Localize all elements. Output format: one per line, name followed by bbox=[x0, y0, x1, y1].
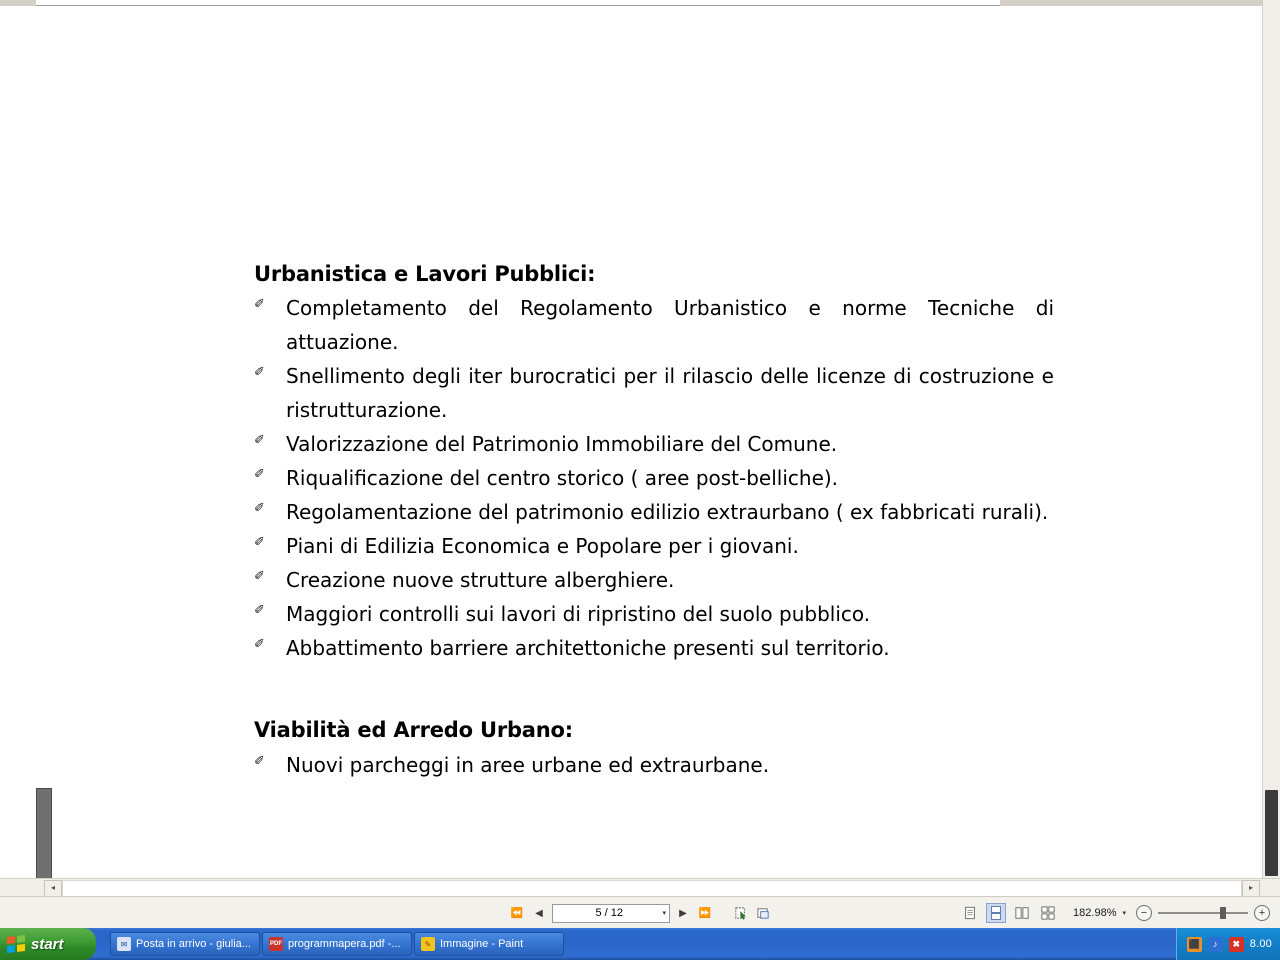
list-item bbox=[254, 529, 1054, 563]
list-item-text: Riqualificazione del centro storico ( aree post-belliche). bbox=[286, 466, 839, 491]
snapshot-tool-icon[interactable] bbox=[754, 904, 772, 922]
select-tool-icon[interactable] bbox=[732, 904, 750, 922]
taskbar-clock[interactable]: 8.00 bbox=[1249, 938, 1272, 950]
system-tray bbox=[1176, 928, 1280, 960]
section-spacer bbox=[254, 665, 1054, 717]
pen-bullet-icon: ✐ bbox=[254, 569, 265, 585]
list-item-text: Creazione nuove strutture alberghiere. bbox=[286, 568, 675, 593]
list-item bbox=[254, 359, 1054, 427]
list-item bbox=[254, 461, 1054, 495]
left-scroll-marker[interactable] bbox=[36, 788, 52, 882]
taskbar-item-paint[interactable] bbox=[414, 932, 564, 956]
pen-bullet-icon: ✐ bbox=[254, 535, 265, 551]
last-page-icon[interactable]: ⏩ bbox=[698, 907, 712, 919]
taskbar-item-pdf[interactable] bbox=[262, 932, 412, 956]
list-item bbox=[254, 597, 1054, 631]
list-item bbox=[254, 563, 1054, 597]
taskbar-item-label: Immagine - Paint bbox=[440, 938, 524, 950]
continuous-facing-view-icon[interactable] bbox=[1038, 903, 1058, 923]
taskbar-item-label: programmapera.pdf -... bbox=[288, 938, 401, 950]
list-item-text: Piani di Edilizia Economica e Popolare per i giovani. bbox=[286, 534, 799, 559]
continuous-page-view-icon[interactable] bbox=[986, 903, 1006, 923]
windows-taskbar bbox=[0, 928, 1280, 960]
document-section bbox=[254, 717, 1054, 781]
volume-icon[interactable]: ♪ bbox=[1208, 937, 1223, 952]
paint-icon: ✎ bbox=[421, 937, 435, 951]
vertical-scrollbar[interactable] bbox=[1262, 0, 1280, 878]
list-item bbox=[254, 291, 1054, 359]
section-heading: Viabilità ed Arredo Urbano: bbox=[254, 718, 573, 743]
list-item bbox=[254, 495, 1054, 529]
windows-logo-icon bbox=[7, 935, 25, 953]
taskbar-window-buttons bbox=[110, 932, 564, 956]
list-item bbox=[254, 427, 1054, 461]
pen-bullet-icon: ✐ bbox=[254, 365, 265, 381]
pen-bullet-icon: ✐ bbox=[254, 603, 265, 619]
list-item bbox=[254, 748, 1054, 782]
pdf-page bbox=[36, 6, 1244, 886]
start-button[interactable] bbox=[0, 928, 96, 960]
list-item-text: Maggiori controlli sui lavori di ripristino del suolo pubblico. bbox=[286, 602, 871, 627]
page-navigation-group bbox=[508, 904, 772, 923]
network-icon[interactable]: ⬛ bbox=[1187, 937, 1202, 952]
mail-icon: ✉ bbox=[117, 937, 131, 951]
pen-bullet-icon: ✐ bbox=[254, 467, 265, 483]
taskbar-item-mail[interactable] bbox=[110, 932, 260, 956]
list-item-text: Regolamentazione del patrimonio edilizio extraurbano ( ex fabbricati rurali). bbox=[286, 500, 1049, 525]
chevron-down-icon[interactable]: ▾ bbox=[1122, 910, 1126, 917]
list-item-text: Completamento del Regolamento Urbanistico e norme Tecniche di attuazione. bbox=[286, 296, 1054, 355]
pen-bullet-icon: ✐ bbox=[254, 637, 265, 653]
pdf-bottom-toolbar bbox=[0, 896, 1280, 929]
pen-bullet-icon: ✐ bbox=[254, 501, 265, 517]
previous-page-icon[interactable]: ◀ bbox=[535, 907, 543, 919]
list-item-text: Valorizzazione del Patrimonio Immobiliare del Comune. bbox=[286, 432, 838, 457]
horizontal-scrollbar-track[interactable] bbox=[62, 880, 1242, 896]
list-item-text: Snellimento degli iter burocratici per il rilascio delle licenze di costruzione e ristrutturazione. bbox=[286, 364, 1054, 423]
horizontal-scrollbar[interactable] bbox=[0, 878, 1280, 896]
next-page-icon[interactable]: ▶ bbox=[679, 907, 687, 919]
zoom-in-button[interactable]: + bbox=[1254, 905, 1270, 921]
taskbar-item-label: Posta in arrivo - giulia... bbox=[136, 938, 251, 950]
zoom-slider[interactable] bbox=[1158, 906, 1248, 920]
page-number-value: 5 / 12 bbox=[595, 907, 623, 919]
page-number-input[interactable] bbox=[552, 904, 670, 923]
section-heading: Urbanistica e Lavori Pubblici: bbox=[254, 262, 596, 286]
single-page-view-icon[interactable] bbox=[960, 903, 980, 923]
list-item bbox=[254, 631, 1054, 665]
list-item-text: Abbattimento barriere architettoniche presenti sul territorio. bbox=[286, 636, 890, 661]
chevron-down-icon[interactable]: ▾ bbox=[662, 910, 666, 917]
pen-bullet-icon: ✐ bbox=[254, 433, 265, 449]
pen-bullet-icon: ✐ bbox=[254, 753, 265, 769]
pdf-page-text bbox=[254, 261, 1054, 782]
scroll-right-arrow-icon[interactable]: ▸ bbox=[1242, 880, 1260, 896]
zoom-level-value[interactable]: 182.98% bbox=[1073, 907, 1117, 919]
zoom-out-button[interactable]: − bbox=[1136, 905, 1152, 921]
pen-bullet-icon: ✐ bbox=[254, 297, 265, 313]
zoom-slider-knob[interactable] bbox=[1220, 907, 1226, 919]
document-section bbox=[254, 261, 1054, 665]
vertical-scrollbar-thumb[interactable] bbox=[1265, 790, 1278, 876]
view-and-zoom-group bbox=[960, 903, 1270, 923]
facing-pages-view-icon[interactable] bbox=[1012, 903, 1032, 923]
first-page-icon[interactable]: ⏪ bbox=[510, 907, 524, 919]
antivirus-icon[interactable]: ✖ bbox=[1229, 937, 1244, 952]
start-button-label: start bbox=[31, 935, 64, 953]
scroll-left-arrow-icon[interactable]: ◂ bbox=[44, 880, 62, 896]
pdf-icon: PDF bbox=[269, 937, 283, 951]
list-item-text: Nuovi parcheggi in aree urbane ed extraurbane. bbox=[286, 752, 770, 777]
